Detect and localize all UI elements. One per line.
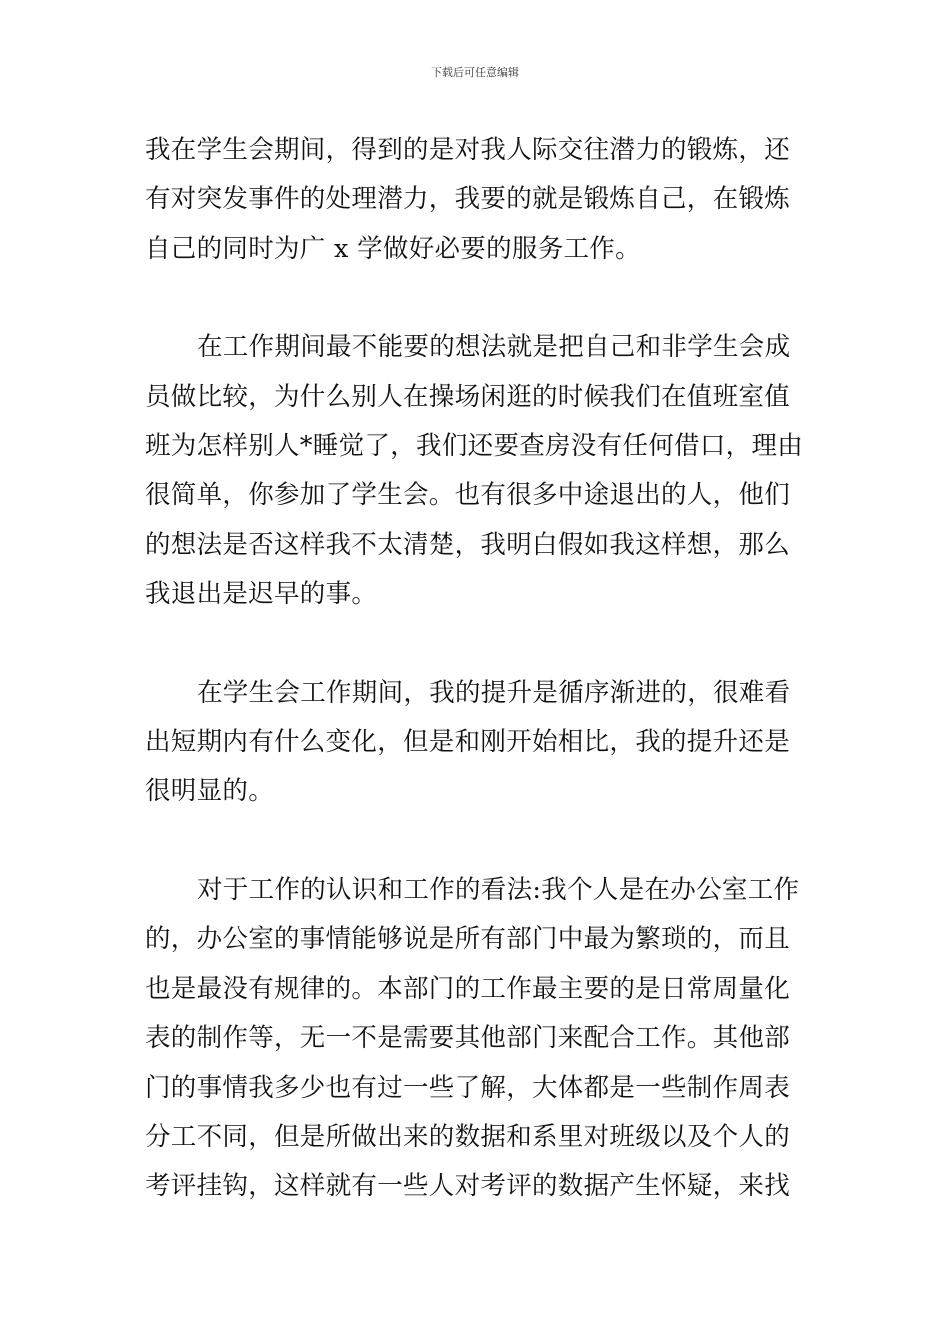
text-line: 我退出是迟早的事。 <box>145 579 378 610</box>
text-line: 表的制作等，无一不是需要其他部门来配合工作。其他部 <box>145 1023 791 1054</box>
text-line: 出短期内有什么变化，但是和刚开始相比，我的提升还是 <box>145 727 791 758</box>
text-line: 很明显的。 <box>145 776 275 807</box>
text-line: 在工作期间最不能要的想法就是把自己和非学生会成 <box>197 332 791 363</box>
text-line: 我在学生会期间，得到的是对我人际交往潜力的锻炼，还 <box>145 135 791 165</box>
text-line: 的，办公室的事情能够说是所有部门中最为繁琐的，而且 <box>145 924 791 955</box>
text-line: 自己的同时为广 x 学做好必要的服务工作。 <box>145 233 641 264</box>
text-line: 对于工作的认识和工作的看法:我个人是在办公室工作 <box>197 874 800 905</box>
text-line: 在学生会工作期间，我的提升是循序渐进的，很难看 <box>197 677 791 708</box>
text-line: 很简单，你参加了学生会。也有很多中途退出的人，他们 <box>145 480 791 511</box>
paragraph-1 <box>145 126 809 274</box>
paragraph-3 <box>145 669 809 817</box>
text-line: 门的事情我多少也有过一些了解，大体都是一些制作周表 <box>145 1072 791 1103</box>
text-line: 也是最没有规律的。本部门的工作最主要的是日常周量化 <box>145 973 791 1004</box>
document-body <box>145 126 809 1261</box>
page-header: 下载后可任意编辑 <box>431 66 519 79</box>
text-line: 的想法是否这样我不太清楚，我明白假如我这样想，那么 <box>145 529 791 560</box>
text-line: 考评挂钩，这样就有一些人对考评的数据产生怀疑，来找 <box>145 1171 791 1202</box>
paragraph-2 <box>145 323 809 619</box>
text-line: 分工不同，但是所做出来的数据和系里对班级以及个人的 <box>145 1121 791 1152</box>
text-line: 班为怎样别人*睡觉了，我们还要查房没有任何借口，理由 <box>145 431 804 462</box>
text-line: 有对突发事件的处理潜力，我要的就是锻炼自己，在锻炼 <box>145 184 791 215</box>
text-line: 员做比较，为什么别人在操场闲逛的时候我们在值班室值 <box>145 381 791 412</box>
paragraph-4 <box>145 866 809 1212</box>
